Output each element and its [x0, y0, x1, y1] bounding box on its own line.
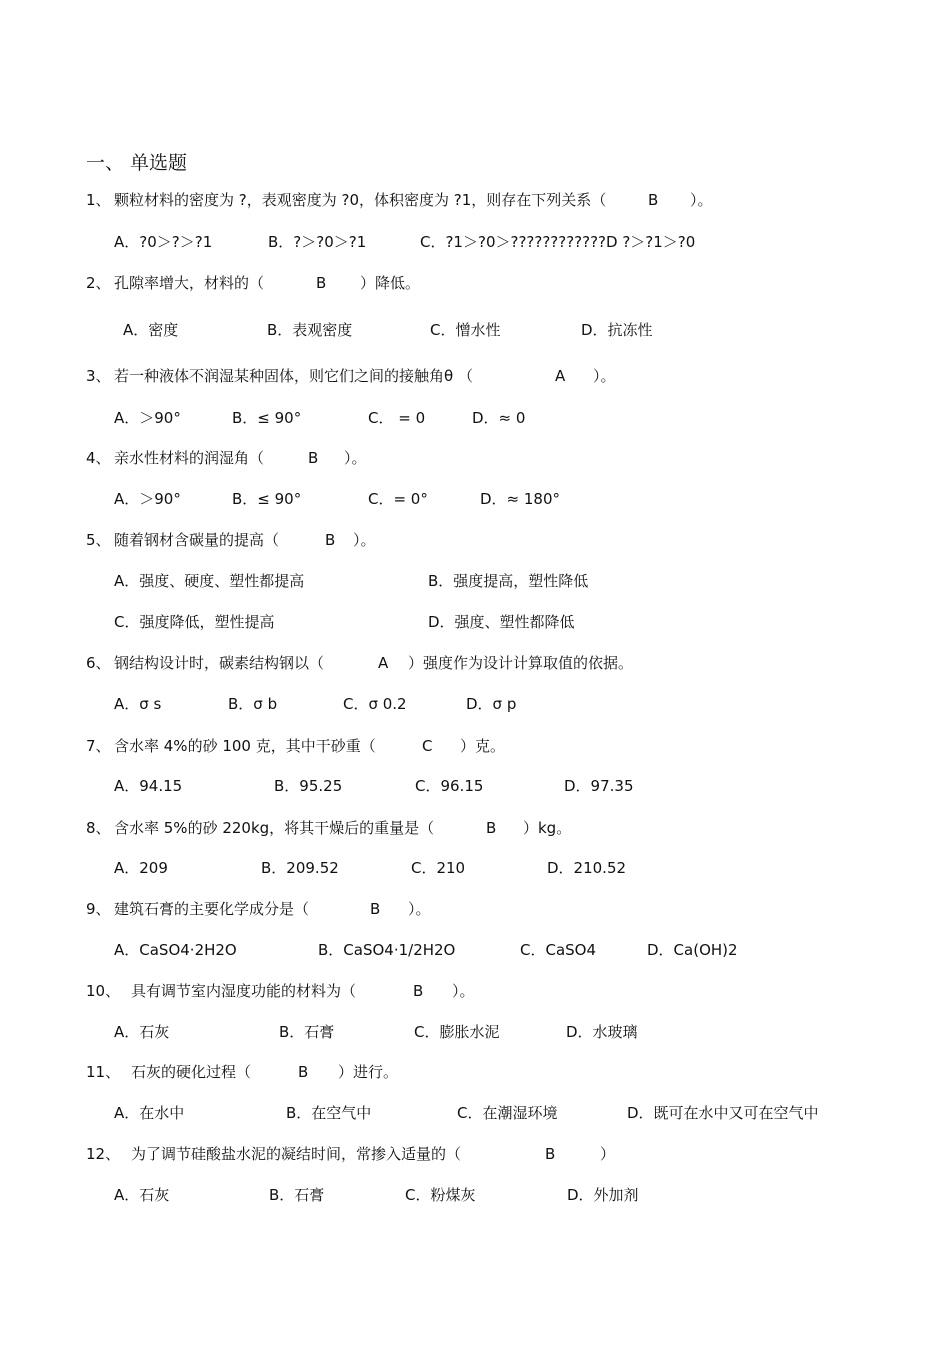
- option-d: D．≈ 180°: [480, 490, 561, 508]
- question-7: [86, 736, 376, 756]
- answer-letter: A: [378, 654, 389, 672]
- option-b: B．石膏: [269, 1186, 325, 1204]
- answer-letter: B: [413, 982, 424, 1000]
- question-tail: ）。: [452, 982, 475, 1000]
- option-c: C．?1＞?0＞????????????D ?＞?1＞?0: [420, 233, 696, 251]
- question-number: 10、: [86, 982, 121, 1000]
- answer-letter: B: [316, 274, 327, 292]
- option-a: A．在水中: [114, 1104, 185, 1122]
- option-c: C．= 0°: [368, 490, 428, 508]
- answer-letter: B: [298, 1063, 309, 1081]
- question-tail: ）。: [353, 531, 376, 549]
- question-number: 9、: [86, 900, 111, 918]
- option-c: C．憎水性: [430, 321, 501, 339]
- question-number: 5、: [86, 531, 111, 549]
- question-number: 12、: [86, 1145, 121, 1163]
- question-number: 4、: [86, 449, 111, 467]
- question-number: 7、: [86, 737, 111, 755]
- question-text: 建筑石膏的主要化学成分是（: [114, 900, 310, 918]
- question-text: 含水率 4%的砂 100 克，其中干砂重（: [114, 737, 376, 755]
- question-text: 孔隙率增大，材料的（: [114, 274, 265, 292]
- option-a: A．?0＞?＞?1: [114, 233, 213, 251]
- option-c: C．96.15: [415, 777, 484, 795]
- option-b: B．CaSO4·1/2H2O: [318, 941, 456, 959]
- answer-letter: B: [648, 191, 659, 209]
- question-tail: ）。: [690, 191, 713, 209]
- answer-letter: B: [370, 900, 381, 918]
- question-text: 具有调节室内湿度功能的材料为（: [131, 982, 357, 1000]
- question-1: [86, 190, 606, 210]
- option-d: D．水玻璃: [566, 1023, 638, 1041]
- option-d: D．既可在水中又可在空气中: [627, 1104, 819, 1122]
- answer-letter: C: [422, 737, 433, 755]
- question-text: 若一种液体不润湿某种固体，则它们之间的接触角θ （: [114, 367, 473, 385]
- option-a: A．＞90°: [114, 490, 181, 508]
- option-c: C．强度降低，塑性提高: [114, 613, 275, 631]
- answer-letter: B: [325, 531, 336, 549]
- question-text: 钢结构设计时，碳素结构钢以（: [114, 654, 325, 672]
- answer-letter: B: [308, 449, 319, 467]
- question-text: 亲水性材料的润湿角（: [114, 449, 265, 467]
- option-a: A．94.15: [114, 777, 183, 795]
- question-tail: ）进行。: [338, 1063, 399, 1081]
- question-11: [86, 1062, 251, 1082]
- question-8: [86, 818, 434, 838]
- question-4: [86, 448, 264, 468]
- question-text: 石灰的硬化过程（: [131, 1063, 252, 1081]
- question-tail: ）克。: [460, 737, 506, 755]
- option-d: D．外加剂: [567, 1186, 639, 1204]
- answer-letter: A: [555, 367, 566, 385]
- answer-letter: B: [545, 1145, 556, 1163]
- section-title: 一、 单选题: [86, 152, 188, 174]
- option-d: D．抗冻性: [581, 321, 653, 339]
- question-tail: ）降低。: [360, 274, 421, 292]
- question-5: [86, 530, 279, 550]
- question-tail: ）。: [593, 367, 616, 385]
- question-tail: ）: [600, 1145, 616, 1163]
- option-b: B．?＞?0＞?1: [268, 233, 367, 251]
- question-number: 2、: [86, 274, 111, 292]
- question-number: 1、: [86, 191, 111, 209]
- question-number: 3、: [86, 367, 111, 385]
- option-a: A．209: [114, 859, 168, 877]
- question-tail: ）。: [408, 900, 431, 918]
- option-a: A．石灰: [114, 1023, 170, 1041]
- question-6: [86, 653, 324, 673]
- option-c: C．膨胀水泥: [414, 1023, 500, 1041]
- question-tail: ）kg。: [523, 819, 572, 837]
- answer-letter: B: [486, 819, 497, 837]
- option-a: A．＞90°: [114, 409, 181, 427]
- option-a: A．强度、硬度、塑性都提高: [114, 572, 305, 590]
- option-b: B．在空气中: [286, 1104, 372, 1122]
- question-number: 11、: [86, 1063, 121, 1081]
- question-2: [86, 273, 264, 293]
- question-text: 为了调节硅酸盐水泥的凝结时间，常掺入适量的（: [131, 1145, 462, 1163]
- option-c: C．σ 0.2: [343, 695, 407, 713]
- question-9: [86, 899, 309, 919]
- option-b: B．95.25: [274, 777, 343, 795]
- option-b: B．σ b: [228, 695, 278, 713]
- option-a: A．密度: [123, 321, 179, 339]
- option-b: B．石膏: [279, 1023, 335, 1041]
- option-b: B．≤ 90°: [232, 409, 302, 427]
- question-text: 含水率 5%的砂 220kg，将其干燥后的重量是（: [114, 819, 435, 837]
- option-b: B．209.52: [261, 859, 339, 877]
- question-12: [86, 1144, 461, 1164]
- option-b: B．表观密度: [267, 321, 353, 339]
- option-d: D．Ca(OH)2: [647, 941, 738, 959]
- option-d: D．σ p: [466, 695, 517, 713]
- option-b: B．强度提高，塑性降低: [428, 572, 589, 590]
- option-c: C．在潮湿环境: [457, 1104, 558, 1122]
- question-3: [86, 366, 473, 386]
- option-d: D．≈ 0: [472, 409, 526, 427]
- option-d: D．97.35: [564, 777, 634, 795]
- option-d: D．强度、塑性都降低: [428, 613, 575, 631]
- question-number: 8、: [86, 819, 111, 837]
- option-a: A．石灰: [114, 1186, 170, 1204]
- question-text: 颗粒材料的密度为 ?，表观密度为 ?0，体积密度为 ?1，则存在下列关系（: [114, 191, 607, 209]
- option-c: C．CaSO4: [520, 941, 597, 959]
- question-text: 随着钢材含碳量的提高（: [114, 531, 280, 549]
- option-a: A．CaSO4·2H2O: [114, 941, 237, 959]
- option-c: C． = 0: [368, 409, 426, 427]
- question-tail: ）强度作为设计计算取值的依据。: [408, 654, 634, 672]
- option-a: A．σ s: [114, 695, 162, 713]
- question-10: [86, 981, 356, 1001]
- option-c: C．粉煤灰: [405, 1186, 476, 1204]
- option-d: D．210.52: [547, 859, 627, 877]
- option-b: B．≤ 90°: [232, 490, 302, 508]
- question-tail: ）。: [344, 449, 367, 467]
- option-c: C．210: [411, 859, 466, 877]
- question-number: 6、: [86, 654, 111, 672]
